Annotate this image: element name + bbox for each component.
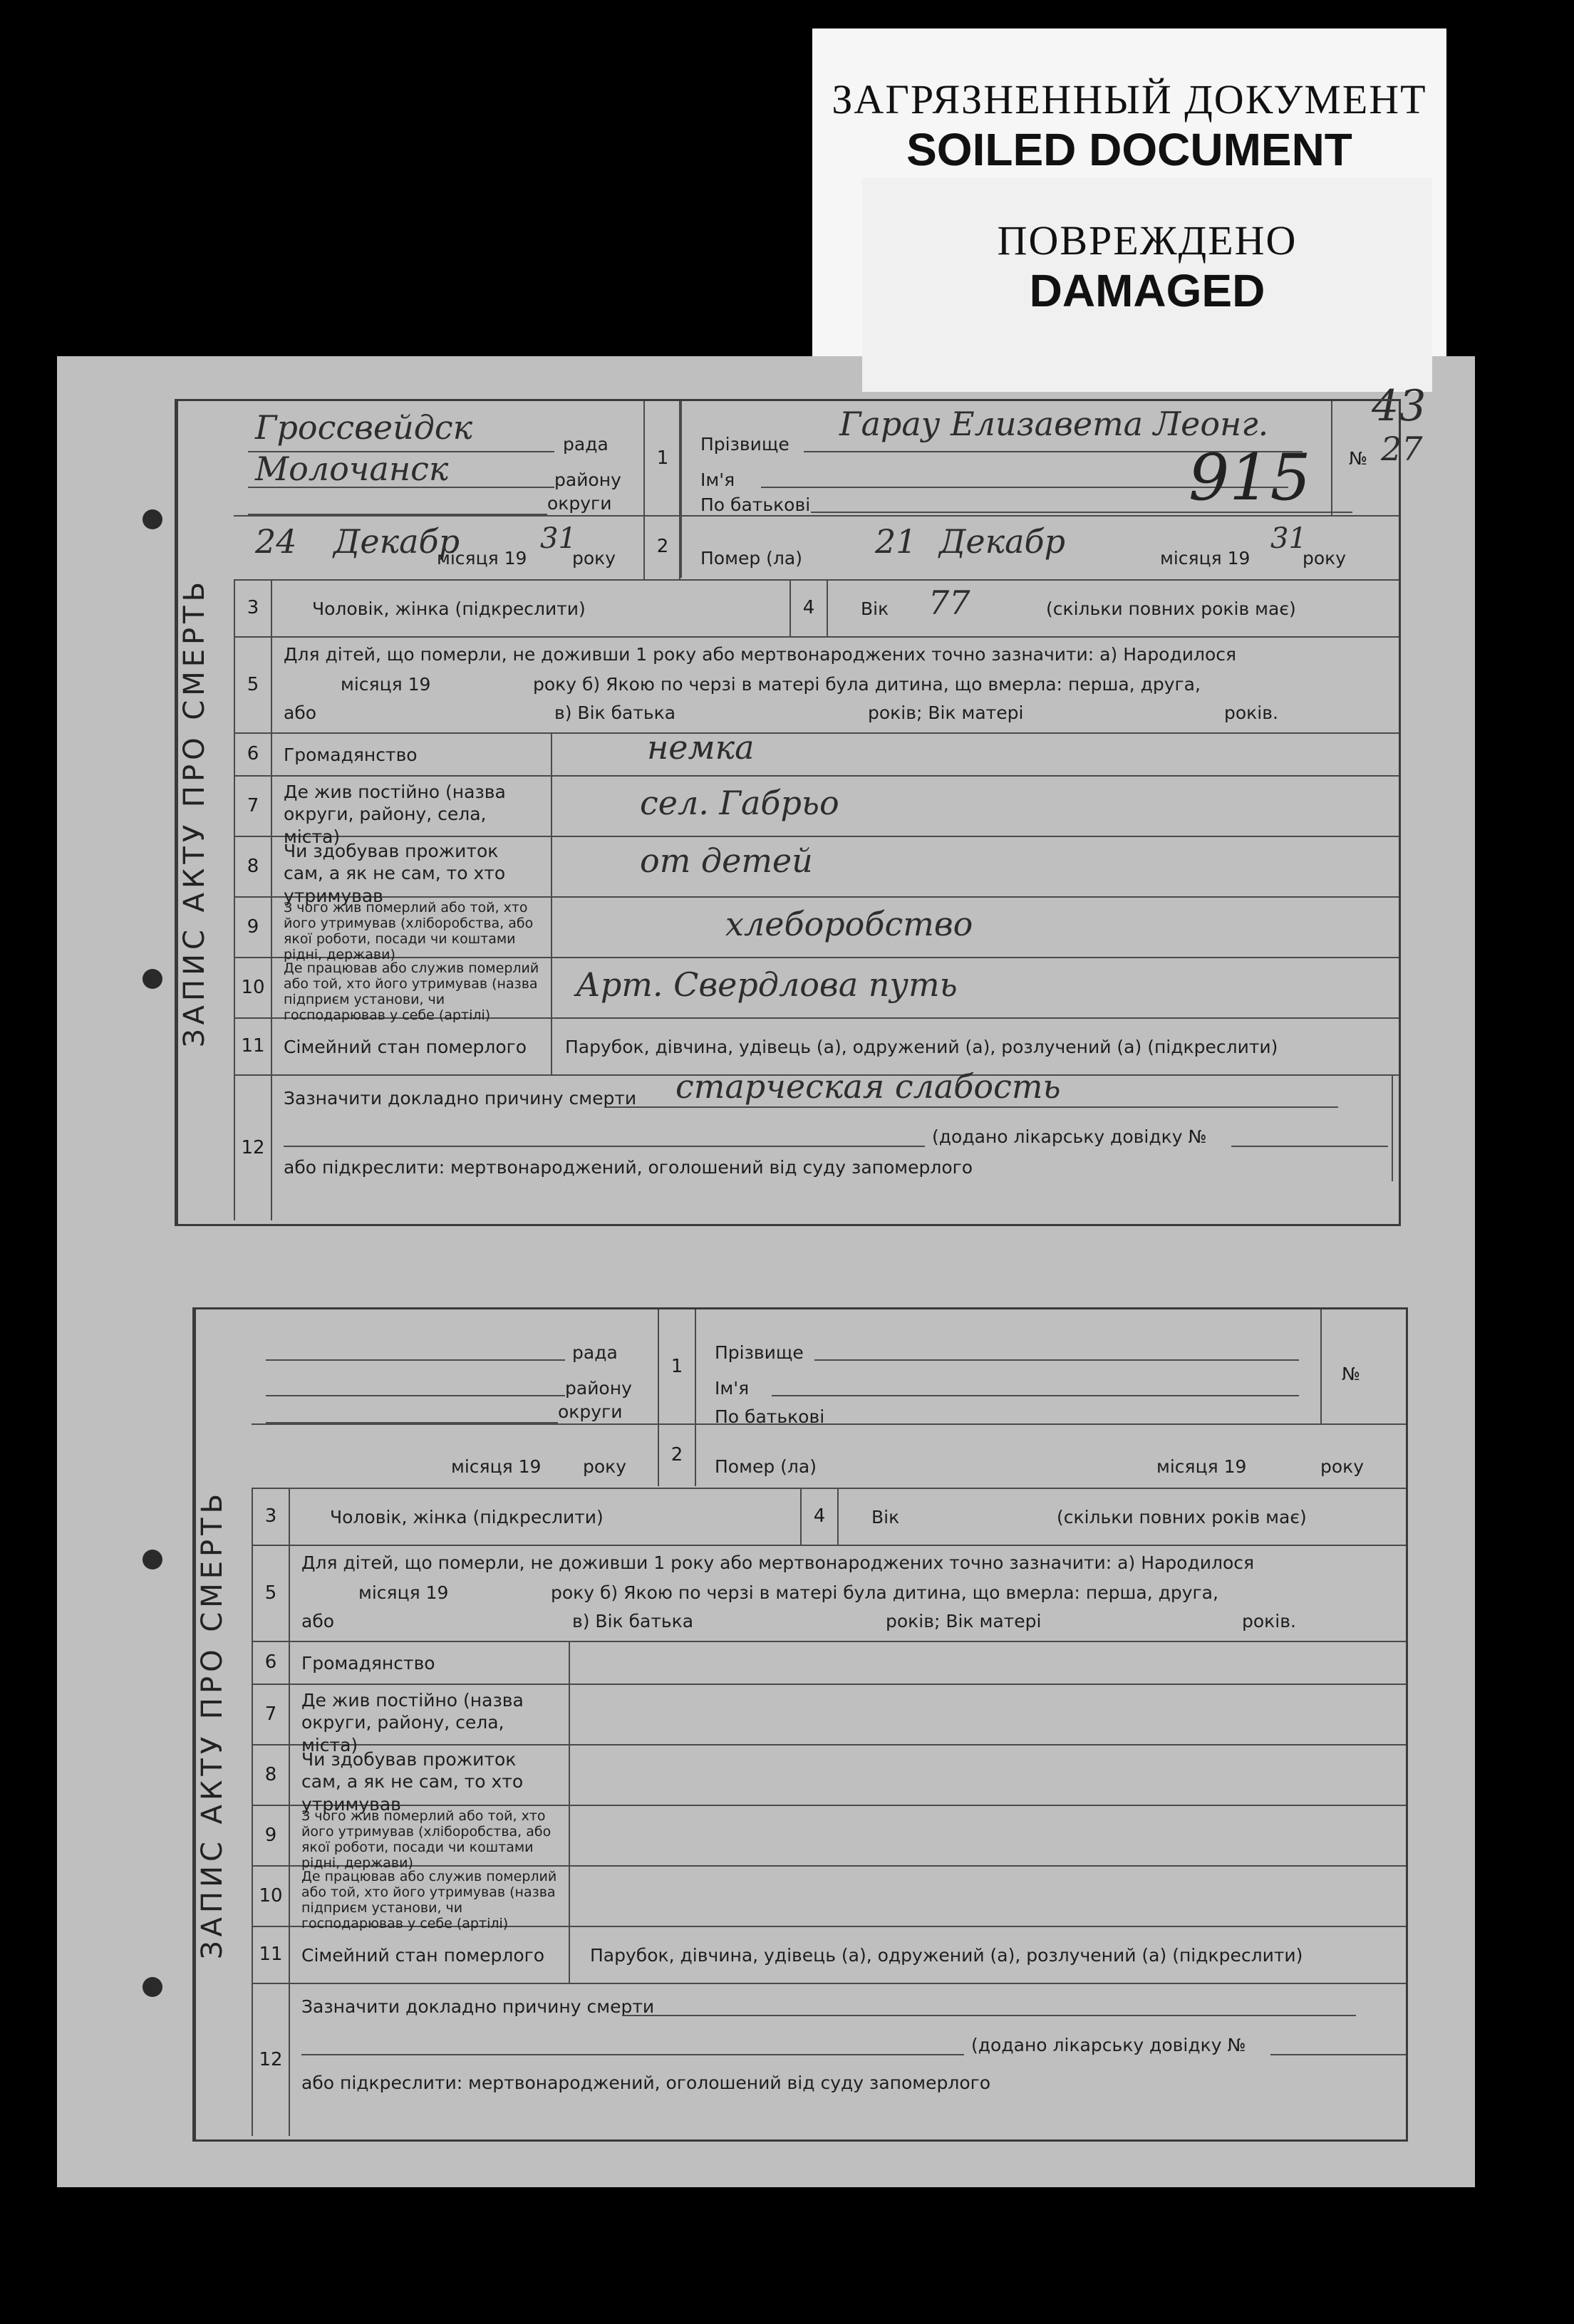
- de-zhyv-label-2: Де жив постійно (назва округи, району, села, міста): [301, 1690, 524, 1755]
- row-citizenship: 6 Громадянство немка: [234, 732, 1399, 777]
- binding-hole: [143, 969, 162, 989]
- workplace-value: Арт. Свердлова путь: [576, 965, 958, 1004]
- sticker-soiled-ru: ЗАГРЯЗНЕННЫЙ ДОКУМЕНТ: [832, 76, 1427, 123]
- dity-line-2a-2: місяця 19: [358, 1582, 449, 1603]
- hromadianstvo-label: Громадянство: [284, 745, 418, 765]
- roku-label: року: [572, 548, 616, 569]
- row-livelihood-2: 9 З чого жив померлий або той, хто його утримував (хліборобства, або якої роботи, посади чи коштами рідні, держави): [252, 1805, 1406, 1867]
- de-pratsiuvav-label-2: Де працював або служив померлий або той, хто його утримував (назва підприєм установи, чи господарював у себе (артілі): [301, 1869, 557, 1931]
- raion-label: району: [554, 470, 621, 490]
- vik-suffix: (скільки повних років має): [1046, 598, 1296, 619]
- chy-zdobuvav-label: Чи здобував прожиток сам, а як не сам, то хто утримував: [284, 841, 506, 906]
- hromadianstvo-label-2: Громадянство: [301, 1653, 435, 1674]
- row-cause: 12 Зазначити докладно причину смерти старческая слабость (додано лікарську довідку № або підкреслити: мертвонароджений, оголошений від суду запомерлого: [234, 1074, 1399, 1220]
- death-record-form-2: [192, 1307, 1408, 2142]
- pomer-label: Помер (ла): [700, 548, 802, 569]
- citizenship-value: немка: [647, 728, 755, 767]
- dity-line-3c: років; Вік матері: [868, 702, 1024, 723]
- dity-line-3b: в) Вік батька: [554, 702, 676, 723]
- vik-suffix-2: (скільки повних років має): [1057, 1507, 1307, 1527]
- dity-line-3a-2: або: [301, 1611, 335, 1632]
- row-sex-age: 3 Чоловік, жінка (підкреслити) 4 Вік 77 (скільки повних років має): [234, 579, 1399, 638]
- row-children: 5 Для дітей, що померли, не доживши 1 року або мертвонароджених точно зазначити: а) Народилося місяця 19 року б) Якою по черзі в матері була дитина, що вмерла: перша, друга, або в) Вік батька років; Вік матері років.: [234, 636, 1399, 734]
- row-residence: 7 Де жив постійно (назва округи, району, села, міста) сел. Габрьо: [234, 775, 1399, 837]
- dity-line-3d: років.: [1224, 702, 1278, 723]
- sticker-damaged-en: DAMAGED: [1029, 265, 1265, 316]
- roku-label-2: року: [583, 1456, 627, 1477]
- damaged-sticker: [862, 178, 1432, 392]
- binding-hole: [143, 1977, 162, 1997]
- dity-line-1-2: Для дітей, що померли, не доживши 1 року або мертвонароджених точно зазначити: а) Народилося: [301, 1552, 1255, 1573]
- death-roku-label: року: [1303, 548, 1347, 569]
- dodano-label: (додано лікарську довідку №: [932, 1126, 1207, 1147]
- simeinyi-opts: Парубок, дівчина, удівець (а), одружений (а), розлучений (а) (підкреслити): [565, 1037, 1278, 1057]
- surname-name-value: Гарау Елизавета Леонг.: [839, 405, 1269, 443]
- row-citizenship-2: 6 Громадянство: [252, 1641, 1406, 1685]
- age-value: 77: [928, 583, 970, 622]
- support-value: от детей: [640, 841, 813, 880]
- residence-value: сел. Габрьо: [640, 784, 839, 822]
- reg-year: 31: [540, 522, 576, 555]
- simeinyi-opts-2: Парубок, дівчина, удівець (а), одружений (а), розлучений (а) (підкреслити): [590, 1945, 1303, 1966]
- dity-line-2b-2: року б) Якою по черзі в матері була дитина, що вмерла: перша, друга,: [551, 1582, 1218, 1603]
- handwritten-stamp-number: 915: [1189, 440, 1311, 515]
- rada-value: Гроссвейдск: [255, 408, 473, 447]
- row-support: 8 Чи здобував прожиток сам, а як не сам, то хто утримував от детей: [234, 836, 1399, 898]
- dodano-label-2: (додано лікарську довідку №: [971, 2035, 1246, 2055]
- dity-line-2b: року б) Якою по черзі в матері була дитина, що вмерла: перша, друга,: [533, 674, 1201, 695]
- row-workplace-2: 10 Де працював або служив померлий або той, хто його утримував (назва підприєм установи, чи господарював у себе (артілі): [252, 1865, 1406, 1927]
- pomer-label-2: Помер (ла): [715, 1456, 817, 1477]
- sticker-damaged-ru: ПОВРЕЖДЕНО: [997, 217, 1298, 264]
- cause-value: старческая слабость: [675, 1067, 1061, 1106]
- de-zhyv-label: Де жив постійно (назва округи, району, села, міста): [284, 782, 506, 847]
- number-label: №: [1349, 448, 1368, 469]
- dity-line-3b-2: в) Вік батька: [572, 1611, 694, 1632]
- death-year: 31: [1270, 522, 1307, 555]
- row-header-2: 1 2 рада району округи місяця 19 року Прізвище Ім'я По батькові № Помер (ла) місяця 19 року: [252, 1309, 1406, 1489]
- binding-hole: [143, 1550, 162, 1570]
- reg-day: 24: [255, 522, 297, 561]
- prizvyshche-label: Прізвище: [700, 434, 789, 455]
- death-misyatsia-label-2: місяця 19: [1156, 1456, 1247, 1477]
- form-side-title: ЗАПИС АКТУ ПРО СМЕРТЬ: [177, 401, 235, 1224]
- death-day: 21: [875, 522, 917, 561]
- row-number: 1: [643, 401, 682, 515]
- row-workplace: 10 Де працював або служив померлий або той, хто його утримував (назва підприєм установи, чи господарював у себе (артілі) Арт. Свердлова путь: [234, 957, 1399, 1019]
- death-month: Декабр: [939, 522, 1066, 561]
- row-number: 2: [643, 515, 682, 578]
- livelihood-value: хлеборобство: [725, 905, 973, 943]
- po-batkovi-label-2: По батькові: [715, 1406, 825, 1427]
- vik-label-2: Вік: [871, 1507, 900, 1527]
- death-roku-label-2: року: [1320, 1456, 1365, 1477]
- cholovik-label-2: Чоловік, жінка (підкреслити): [330, 1507, 604, 1527]
- abo-pidkreslyty-label-2: або підкреслити: мертвонароджений, оголошений від суду запомерлого: [301, 2073, 991, 2093]
- form-side-title-2: ЗАПИС АКТУ ПРО СМЕРТЬ: [195, 1309, 253, 2139]
- dity-line-3d-2: років.: [1242, 1611, 1296, 1632]
- row-family-status: 11 Сімейний стан померлого Парубок, дівчина, удівець (а), одружений (а), розлучений (а) (підкреслити): [234, 1017, 1399, 1076]
- po-batkovi-label: По батькові: [700, 494, 811, 515]
- number-label-2: №: [1342, 1364, 1361, 1384]
- prizvyshche-label-2: Прізвище: [715, 1342, 804, 1363]
- okruha-label-2: округи: [558, 1401, 623, 1422]
- dity-line-3a: або: [284, 702, 317, 723]
- raion-label-2: району: [565, 1378, 632, 1399]
- cholovik-label: Чоловік, жінка (підкреслити): [312, 598, 586, 619]
- rada-label-2: рада: [572, 1342, 618, 1363]
- prychyna-label-2: Зазначити докладно причину смерти: [301, 1996, 655, 2017]
- imia-label: Ім'я: [700, 470, 735, 490]
- chy-zdobuvav-label-2: Чи здобував прожиток сам, а як не сам, то хто утримував: [301, 1749, 524, 1815]
- abo-pidkreslyty-label: або підкреслити: мертвонароджений, оголошений від суду запомерлого: [284, 1157, 973, 1178]
- row-family-status-2: 11 Сімейний стан померлого Парубок, дівчина, удівець (а), одружений (а), розлучений (а) (підкреслити): [252, 1926, 1406, 1984]
- misyatsia-label-2: місяця 19: [451, 1456, 542, 1477]
- record-number: 27: [1381, 430, 1423, 468]
- dity-line-1: Для дітей, що померли, не доживши 1 року або мертвонароджених точно зазначити: а) Народилося: [284, 644, 1237, 665]
- sticker-soiled-en: SOILED DOCUMENT: [906, 124, 1352, 175]
- page-number: 43: [1372, 381, 1427, 431]
- z-choho-label-2: З чого жив померлий або той, хто його утримував (хліборобства, або якої роботи, посади чи коштами рідні, держави): [301, 1808, 552, 1871]
- row-sex-age-2: 3 Чоловік, жінка (підкреслити) 4 Вік (скільки повних років має): [252, 1488, 1406, 1546]
- raion-value: Молочанск: [255, 450, 449, 488]
- simeinyi-stan-label: Сімейний стан померлого: [284, 1037, 527, 1057]
- imia-label-2: Ім'я: [715, 1378, 750, 1399]
- okruha-label: округи: [547, 493, 612, 514]
- z-choho-label: З чого жив померлий або той, хто його утримував (хліборобства, або якої роботи, посади чи коштами рідні, держави): [284, 900, 534, 963]
- dity-line-3c-2: років; Вік матері: [886, 1611, 1042, 1632]
- rada-label: рада: [563, 434, 609, 455]
- de-pratsiuvav-label: Де працював або служив померлий або той, хто його утримував (назва підприєм установи, чи господарював у себе (артілі): [284, 960, 539, 1023]
- row-children-2: 5 Для дітей, що померли, не доживши 1 року або мертвонароджених точно зазначити: а) Народилося місяця 19 року б) Якою по черзі в матері була дитина, що вмерла: перша, друга, або в) Вік батька років; Вік матері років.: [252, 1545, 1406, 1642]
- row-support-2: 8 Чи здобував прожиток сам, а як не сам, то хто утримував: [252, 1744, 1406, 1806]
- row-residence-2: 7 Де жив постійно (назва округи, району, села, міста): [252, 1684, 1406, 1745]
- vik-label: Вік: [861, 598, 889, 619]
- dity-line-2a: місяця 19: [341, 674, 431, 695]
- death-misyatsia-label: місяця 19: [1160, 548, 1251, 569]
- misyatsia-label: місяця 19: [437, 548, 527, 569]
- row-livelihood: 9 З чого жив померлий або той, хто його утримував (хліборобства, або якої роботи, посади чи коштами рідні, держави) хлеборобство: [234, 896, 1399, 958]
- binding-hole: [143, 509, 162, 529]
- row-cause-2: 12 Зазначити докладно причину смерти (додано лікарську довідку № або підкреслити: мертвонароджений, оголошений від суду запомерлого: [252, 1983, 1406, 2136]
- prychyna-label: Зазначити докладно причину смерти: [284, 1088, 637, 1109]
- simeinyi-stan-label-2: Сімейний стан померлого: [301, 1945, 545, 1966]
- reg-month: Декабр: [333, 522, 460, 561]
